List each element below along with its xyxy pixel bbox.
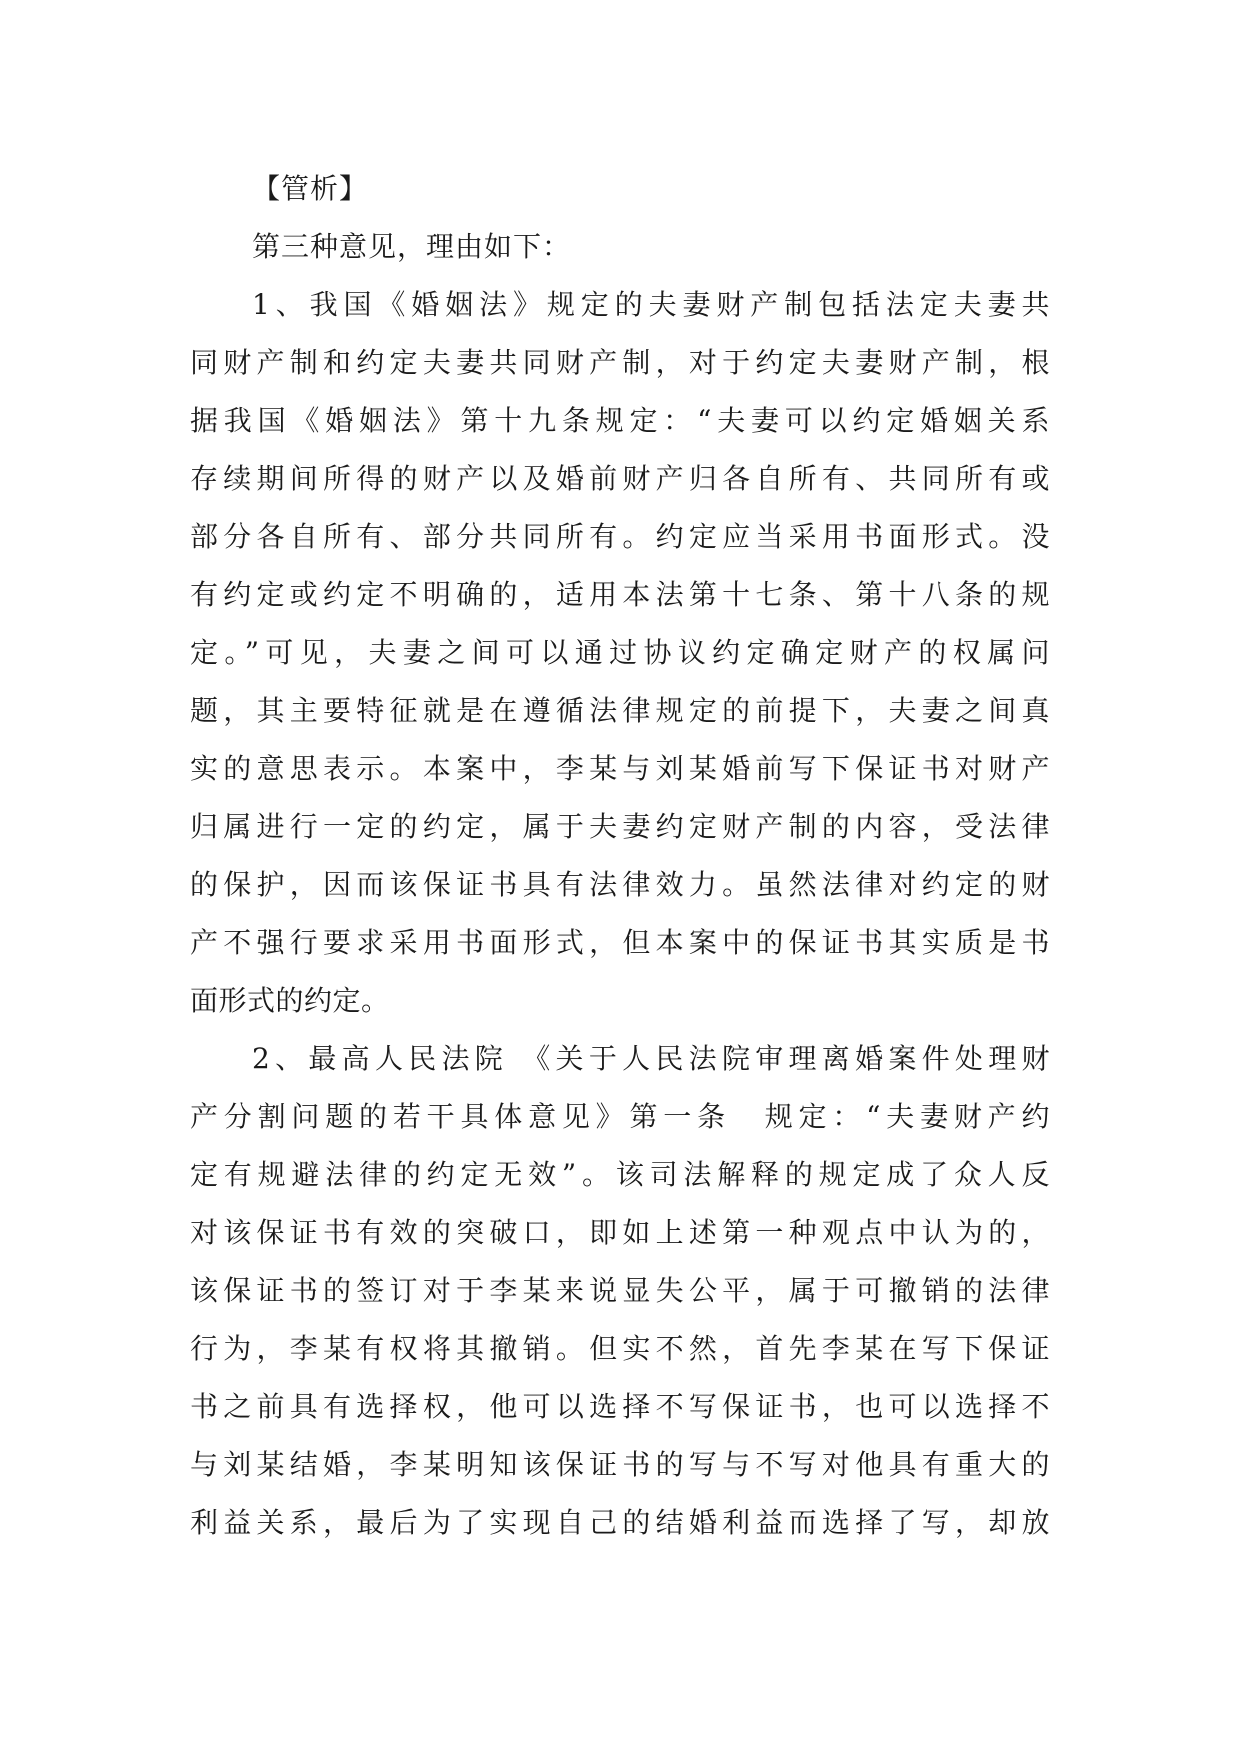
- paragraph-line: 2、最高人民法院 《关于人民法院审理离婚案件处理财: [252, 1042, 1050, 1075]
- paragraph-line: 题，其主要特征就是在遵循法律规定的前提下，夫妻之间真: [190, 694, 1050, 727]
- paragraph-2: [190, 1030, 1050, 1552]
- paragraph-line: 有约定或约定不明确的，适用本法第十七条、第十八条的规: [190, 578, 1050, 611]
- paragraph-line: 部分各自所有、部分共同所有。约定应当采用书面形式。没: [190, 520, 1050, 553]
- intro-line: 第三种意见，理由如下：: [252, 230, 572, 263]
- paragraph-line: 的保护，因而该保证书具有法律效力。虽然法律对约定的财: [190, 868, 1050, 901]
- paragraph-line: 产分割问题的若干具体意见》第一条 规定：“夫妻财产约: [190, 1100, 1050, 1133]
- paragraph-line: 行为，李某有权将其撤销。但实不然，首先李某在写下保证: [190, 1332, 1050, 1365]
- paragraph-line: 归属进行一定的约定，属于夫妻约定财产制的内容，受法律: [190, 810, 1050, 843]
- paragraph-line: 1、我国《婚姻法》规定的夫妻财产制包括法定夫妻共: [252, 288, 1050, 321]
- document-body: [190, 160, 1050, 1552]
- paragraph-1: [190, 276, 1050, 1030]
- paragraph-line: 定有规避法律的约定无效”。该司法解释的规定成了众人反: [190, 1158, 1050, 1191]
- paragraph-line: 同财产制和约定夫妻共同财产制，对于约定夫妻财产制，根: [190, 346, 1050, 379]
- paragraph-line: 产不强行要求采用书面形式，但本案中的保证书其实质是书: [190, 926, 1050, 959]
- paragraph-line: 与刘某结婚，李某明知该保证书的写与不写对他具有重大的: [190, 1448, 1050, 1481]
- paragraph-line: 实的意思表示。本案中，李某与刘某婚前写下保证书对财产: [190, 752, 1050, 785]
- paragraph-line: 对该保证书有效的突破口，即如上述第一种观点中认为的，: [190, 1216, 1050, 1249]
- section-heading: 【管析】: [252, 172, 369, 205]
- paragraph-line: 据我国《婚姻法》第十九条规定：“夫妻可以约定婚姻关系: [190, 404, 1050, 437]
- paragraph-line: 存续期间所得的财产以及婚前财产归各自所有、共同所有或: [190, 462, 1050, 495]
- paragraph-line: 面形式的约定。: [190, 984, 390, 1017]
- paragraph-line: 书之前具有选择权，他可以选择不写保证书，也可以选择不: [190, 1390, 1050, 1423]
- paragraph-line: 定。”可见，夫妻之间可以通过协议约定确定财产的权属问: [190, 636, 1050, 669]
- paragraph-line: 该保证书的签订对于李某来说显失公平，属于可撤销的法律: [190, 1274, 1050, 1307]
- paragraph-line: 利益关系，最后为了实现自己的结婚利益而选择了写，却放: [190, 1506, 1050, 1539]
